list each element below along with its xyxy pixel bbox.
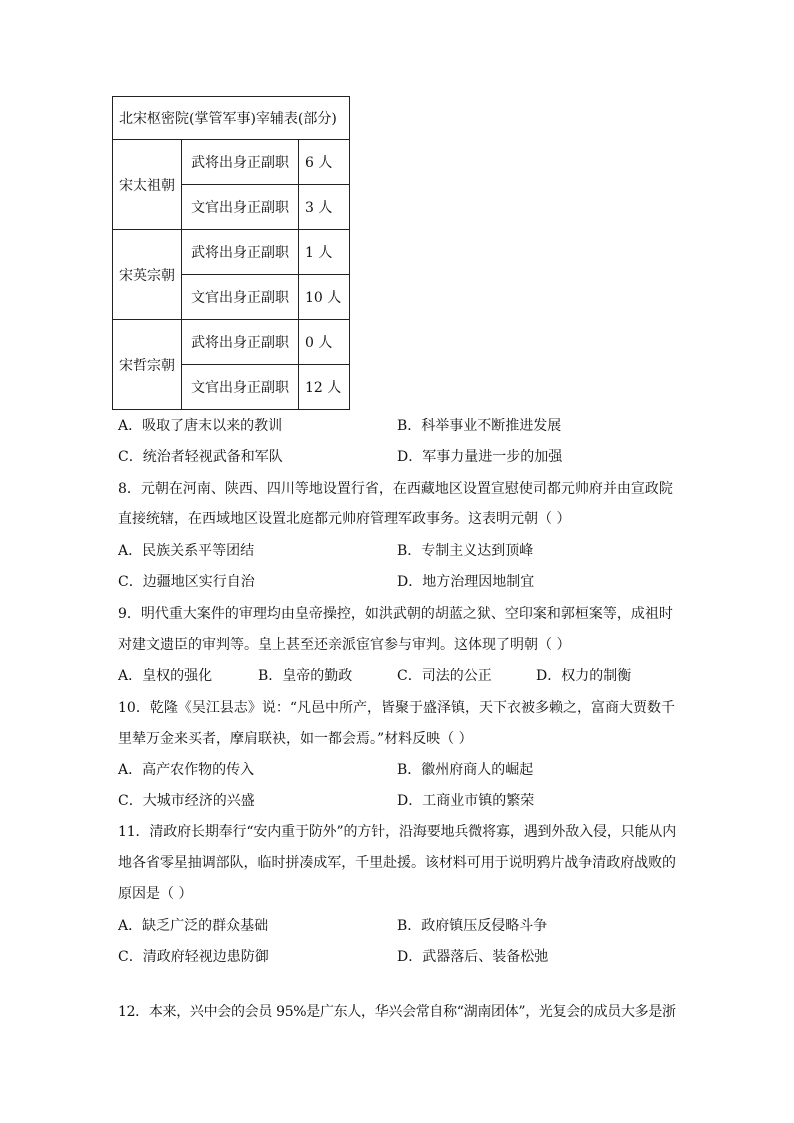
position-cell: 武将出身正副职 xyxy=(182,320,299,365)
q11-option-a: A．缺乏广泛的群众基础 xyxy=(118,918,269,934)
dynasty-cell: 宋太祖朝 xyxy=(113,140,182,230)
dynasty-cell: 宋哲宗朝 xyxy=(113,320,182,410)
q9-option-b: B．皇帝的勤政 xyxy=(258,668,353,684)
q8-option-d: D．地方治理因地制宜 xyxy=(397,574,535,590)
q8-option-a: A．民族关系平等团结 xyxy=(118,543,255,559)
q9-option-a: A．皇权的强化 xyxy=(118,668,213,684)
q8-option-c: C．边疆地区实行自治 xyxy=(118,574,255,590)
position-cell: 武将出身正副职 xyxy=(182,140,299,185)
position-cell: 文官出身正副职 xyxy=(182,365,299,410)
count-cell: 1 人 xyxy=(299,230,350,275)
count-cell: 10 人 xyxy=(299,275,350,320)
q11-stem-line-2: 地各省零星抽调部队，临时拼凑成军，千里赴援。该材料可用于说明鸦片战争清政府战败的 xyxy=(118,855,676,871)
q11-stem-line-1: 11．清政府长期奉行“安内重于防外”的方针，沿海要地兵微将寡，遇到外敌入侵，只能从内 xyxy=(118,824,677,840)
q12-stem-line-1: 12．本来，兴中会的会员 95%是广东人，华兴会常自称“湖南团体”，光复会的成员大多是浙 xyxy=(118,1004,676,1020)
q7-option-c: C．统治者轻视武备和军队 xyxy=(118,449,283,465)
q11-option-d: D．武器落后、装备松弛 xyxy=(397,949,549,965)
q10-option-a: A．高产农作物的传入 xyxy=(118,762,255,778)
q11-option-b: B．政府镇压反侵略斗争 xyxy=(397,918,548,934)
count-cell: 12 人 xyxy=(299,365,350,410)
q11-option-c: C．清政府轻视边患防御 xyxy=(118,949,269,965)
count-cell: 6 人 xyxy=(299,140,350,185)
q10-stem-line-2: 里辇万金来买者，摩肩联袂，如一都会焉。”材料反映（ ） xyxy=(118,731,473,747)
dynasty-cell: 宋英宗朝 xyxy=(113,230,182,320)
position-cell: 文官出身正副职 xyxy=(182,275,299,320)
q9-stem-line-1: 9．明代重大案件的审理均由皇帝操控，如洪武朝的胡蓝之狱、空印案和郭桓案等，成祖时 xyxy=(118,606,673,622)
q10-option-c: C．大城市经济的兴盛 xyxy=(118,793,255,809)
q9-option-c: C．司法的公正 xyxy=(397,668,492,684)
q7-option-d: D．军事力量进一步的加强 xyxy=(397,449,563,465)
table-title: 北宋枢密院(掌管军事)宰辅表(部分) xyxy=(113,97,350,140)
position-cell: 武将出身正副职 xyxy=(182,230,299,275)
q8-option-b: B．专制主义达到顶峰 xyxy=(397,543,534,559)
position-cell: 文官出身正副职 xyxy=(182,185,299,230)
q10-stem-line-1: 10．乾隆《吴江县志》说：“凡邑中所产，皆聚于盛泽镇，天下衣被多赖之，富商大贾数千 xyxy=(118,700,675,716)
q9-option-d: D．权力的制衡 xyxy=(536,668,632,684)
q8-stem-line-2: 直接统辖，在西域地区设置北庭都元帅府管理军政事务。这表明元朝（ ） xyxy=(118,511,571,527)
q10-option-b: B．徽州府商人的崛起 xyxy=(397,762,534,778)
q7-option-a: A．吸取了唐末以来的教训 xyxy=(118,418,283,434)
count-cell: 0 人 xyxy=(299,320,350,365)
q7-option-b: B．科举事业不断推进发展 xyxy=(397,418,562,434)
q11-stem-line-3: 原因是（ ） xyxy=(118,886,193,902)
q8-stem-line-1: 8．元朝在河南、陕西、四川等地设置行省，在西藏地区设置宣慰使司都元帅府并由宣政院 xyxy=(118,481,673,497)
shumiyuan-table xyxy=(112,96,350,410)
count-cell: 3 人 xyxy=(299,185,350,230)
q10-option-d: D．工商业市镇的繁荣 xyxy=(397,793,535,809)
q9-stem-line-2: 对建文遗臣的审判等。皇上甚至还亲派宦官参与审判。这体现了明朝（ ） xyxy=(118,637,571,653)
